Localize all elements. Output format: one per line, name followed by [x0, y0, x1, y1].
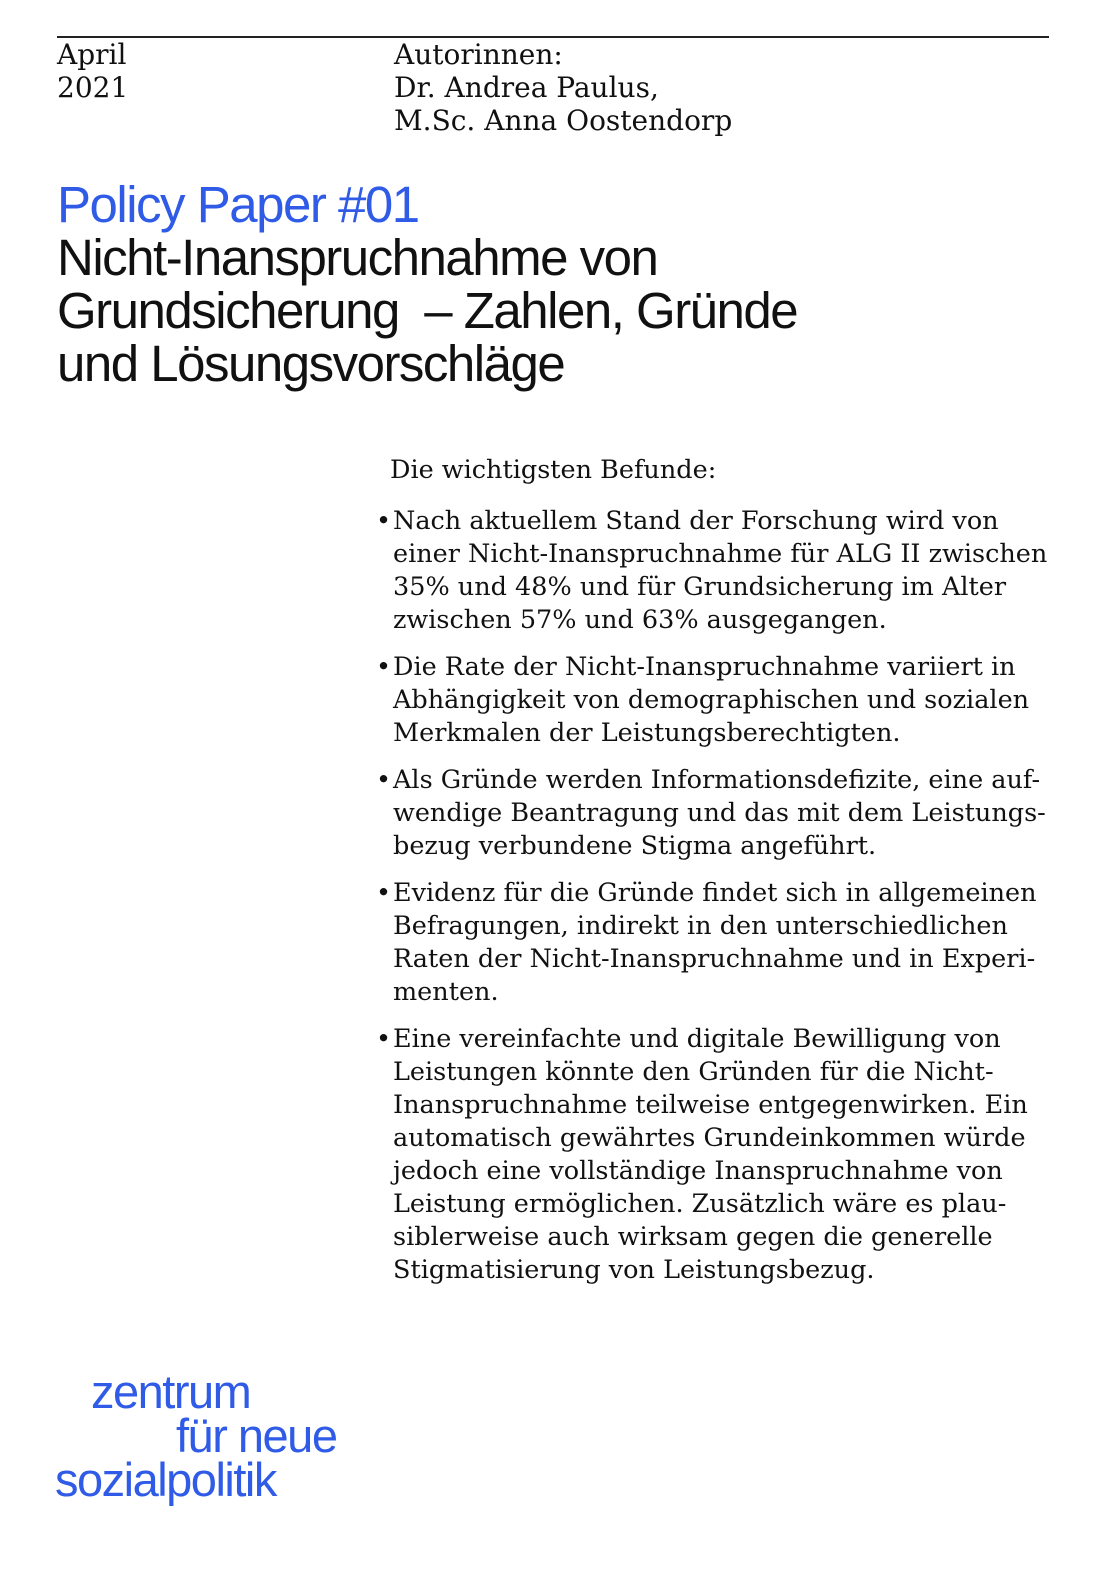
title-line: Nicht-Inanspruchnahme von [57, 229, 658, 286]
title-line: und Lösungsvorschläge [57, 335, 565, 392]
logo-line: sozialpolitik [55, 1453, 276, 1506]
key-findings [372, 454, 1062, 1301]
bullet-icon: • [376, 765, 392, 795]
finding-line: menten. [393, 977, 499, 1007]
findings-heading: Die wichtigsten Befunde: [390, 455, 717, 485]
finding-line: Merkmalen der Leistungsberechtigten. [393, 718, 901, 748]
finding-item [372, 651, 1062, 750]
finding-line: automatisch gewährtes Grundeinkommen würde [393, 1123, 1026, 1153]
finding-line: Evidenz für die Gründe findet sich in allgemeinen [393, 878, 1037, 908]
finding-line: Inanspruchnahme teilweise entgegenwirken. Ein [393, 1090, 1028, 1120]
date-year: 2021 [57, 71, 129, 104]
authors-label: Autorinnen: [394, 38, 563, 71]
bullet-icon: • [376, 652, 392, 682]
finding-line: Als Gründe werden Informationsdefizite, eine auf- [393, 765, 1041, 795]
date-month: April [57, 38, 127, 71]
finding-line: einer Nicht-Inanspruchnahme für ALG II zwischen [393, 539, 1048, 569]
finding-item [372, 764, 1062, 863]
author-name: Dr. Andrea Paulus, [394, 71, 659, 104]
finding-line: Abhängigkeit von demographischen und sozialen [393, 685, 1030, 715]
authors [394, 38, 732, 137]
author-name: M.Sc. Anna Oostendorp [394, 104, 733, 137]
finding-line: Leistungen könnte den Gründen für die Nicht- [393, 1057, 994, 1087]
publication-date [57, 38, 128, 104]
title-block [57, 178, 797, 390]
finding-line: Leistung ermöglichen. Zusätzlich wäre es plau- [393, 1189, 1007, 1219]
finding-item [372, 877, 1062, 1009]
finding-line: wendige Beantragung und das mit dem Leistungs- [393, 798, 1046, 828]
series-label: Policy Paper #01 [57, 176, 419, 233]
finding-line: Stigmatisierung von Leistungsbezug. [393, 1255, 875, 1285]
bullet-icon: • [376, 1024, 392, 1054]
finding-line: Nach aktuellem Stand der Forschung wird von [393, 506, 999, 536]
finding-line: jedoch eine vollständige Inanspruchnahme von [393, 1156, 1003, 1186]
bullet-icon: • [376, 878, 392, 908]
logo-line: für neue [176, 1409, 337, 1462]
finding-item [372, 505, 1062, 637]
finding-line: Eine vereinfachte und digitale Bewilligung von [393, 1024, 1001, 1054]
organization-logo [55, 1365, 337, 1506]
finding-line: bezug verbundene Stigma angeführt. [393, 831, 877, 861]
finding-line: 35% und 48% und für Grundsicherung im Alter [393, 572, 1007, 602]
bullet-icon: • [376, 506, 392, 536]
title-line: Grundsicherung – Zahlen, Gründe [57, 282, 798, 339]
finding-line: Raten der Nicht-Inanspruchnahme und in Experi- [393, 944, 1036, 974]
finding-line: Befragungen, indirekt in den unterschiedlichen [393, 911, 1008, 941]
finding-line: siblerweise auch wirksam gegen die generelle [393, 1222, 993, 1252]
finding-line: Die Rate der Nicht-Inanspruchnahme variiert in [393, 652, 1016, 682]
page-title [57, 231, 797, 390]
finding-item [372, 1023, 1062, 1287]
finding-line: zwischen 57% und 63% ausgegangen. [393, 605, 887, 635]
logo-line: zentrum [91, 1365, 251, 1418]
